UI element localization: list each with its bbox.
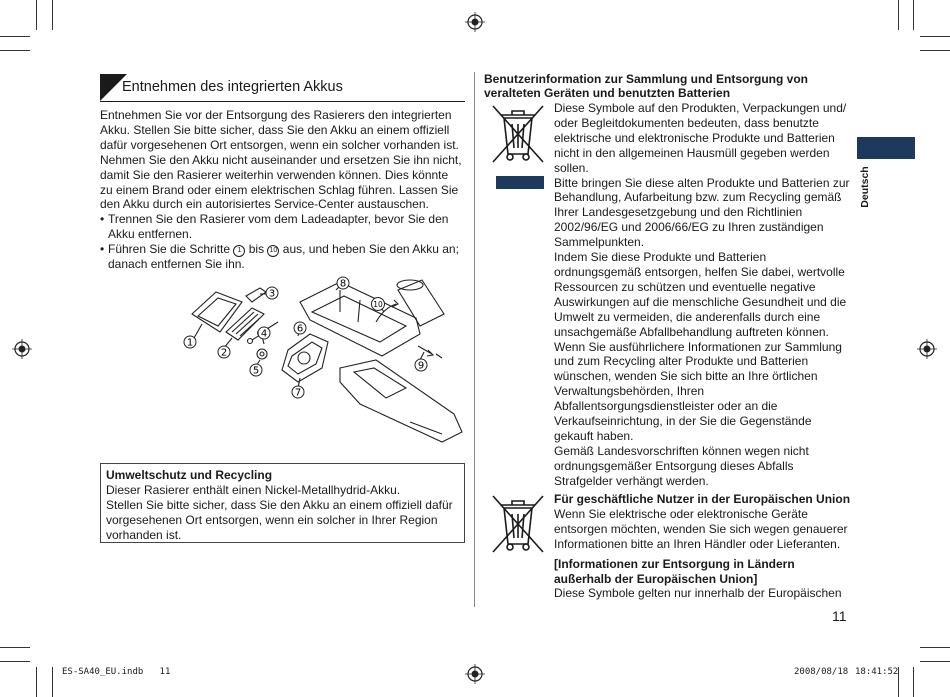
disposal-paragraph: Wenn Sie ausführlichere Informationen zur Sammlung und zum Recycling alter Produkte und Batterien wünschen, wenden Sie sich bitte an Ihre örtlichen Verwaltungsbehörden, Ihren Abfallentsorgungsdienstleister oder an die Verkaufseinrichtung, in der Sie die Gegenstände gekauft haben. [554, 339, 842, 443]
shaver-body [340, 360, 462, 442]
battery-paragraph: Entnehmen Sie vor der Entsorgung des Rasierers den integrierten Akku. Stellen Sie bitte sicher, dass Sie den Akku an einem offiziell dafür vorgesehenen Ort entsorgen, wenn ein solcher vorhanden ist. Nehmen Sie den Akku nicht auseinander und ersetzen Sie ihn nicht, damit Sie den Rasierer weiterhin verwenden können. Dies könnte zu einem Brand oder einem elektrischen Schlag führen. Lassen Sie den Akku durch ein autorisiertes Service-Center austauschen. [100, 108, 462, 212]
figure-label: 6 [296, 323, 304, 335]
crop-mark [52, 667, 53, 697]
eu-heading: Für geschäftliche Nutzer in der Europäischen Union [554, 492, 851, 506]
bullet-text: Trennen Sie den Rasierer vom dem Ladeadapter, bevor Sie den Akku entfernen. [108, 212, 449, 242]
section-title: Entnehmen des integrierten Akkus [122, 79, 343, 95]
language-label: Deutsch [859, 166, 871, 208]
registration-mark-icon [465, 12, 485, 32]
bullet2-start: Führen Sie die Schritte [108, 242, 231, 257]
bullet-dot: • [100, 212, 105, 227]
crop-mark [0, 661, 30, 662]
left-body [100, 108, 464, 272]
figure-label: 1 [186, 337, 194, 349]
registration-mark-icon [917, 339, 937, 359]
crop-mark [920, 50, 950, 51]
crop-mark [0, 36, 30, 37]
non-eu-heading: [Informationen zur Entsorgung in Ländern außerhalb der Europäischen Union] [554, 556, 795, 586]
page-number: 11 [832, 608, 847, 624]
eu-business-block [554, 492, 854, 601]
environment-line: Stellen Sie bitte sicher, dass Sie den Akku an einem offiziell dafür vorgesehenen Ort entsorgen, wenn ein solcher in Ihrer Region vorhanden ist. [106, 497, 453, 542]
disposal-text-block [554, 101, 854, 489]
crop-mark [52, 0, 53, 30]
bullet-item [100, 212, 464, 242]
slug-time: 18:41:52 [855, 667, 899, 677]
step-number: 1 [233, 245, 245, 257]
figure-label: 7 [294, 387, 302, 399]
disposal-heading: Benutzerinformation zur Sammlung und Entsorgung von veralteten Geräten und benutzten Batterien [484, 72, 808, 100]
eu-text: Wenn Sie elektrische oder elektronische Geräte entsorgen möchten, wenden Sie sich wegen genauerer Informationen bitte an Ihren Händler oder Lieferanten. [554, 506, 848, 551]
crop-mark [36, 0, 37, 30]
gear-part [257, 349, 267, 359]
figure-label: 5 [252, 365, 260, 377]
crop-mark [0, 647, 30, 648]
bullet-item [100, 242, 464, 272]
step-number: 10 [267, 245, 279, 257]
slug-file: ES-SA40_EU.indb 11 [62, 667, 171, 677]
crop-mark [0, 50, 30, 51]
section-title-bar [100, 74, 465, 102]
bullet2-mid: bis [248, 242, 265, 257]
environment-title: Umweltschutz und Recycling [106, 468, 273, 482]
figure-label: 9 [417, 360, 425, 372]
slug-date: 2008/08/18 [794, 667, 849, 677]
registration-mark-icon [465, 664, 485, 684]
registration-mark-icon [12, 339, 32, 359]
crop-mark [920, 36, 950, 37]
bullet-dot: • [100, 242, 105, 257]
non-eu-text: Diese Symbole gelten nur innerhalb der Europäischen [554, 586, 842, 601]
disposal-paragraph: Indem Sie diese Produkte und Batterien ordnungsgemäß entsorgen, helfen Sie dabei, wertvolle Ressourcen zu schützen und eventuelle negative Auswirkungen auf die menschliche Gesundheit und die Umwelt zu vermeiden, die anderenfalls durch eine unsachgemäße Abfallbehandlung auftreten können. [554, 250, 847, 339]
figure-label: 4 [260, 328, 268, 340]
disposal-paragraph: Bitte bringen Sie diese alten Produkte und Batterien zur Behandlung, Aufarbeitung bzw. zum Recycling gemäß Ihrer Landesgesetzgebung und den Richtlinien 2002/96/EG und 2006/66/EG zu Ihren zuständigen Sammelpunkten. [554, 175, 850, 250]
figure-label: 3 [268, 288, 276, 300]
bullet-text [108, 242, 464, 272]
crop-mark [36, 667, 37, 697]
clip-part [246, 288, 266, 302]
bullet2-end: aus, und heben Sie den Akku an; danach entfernen Sie ihn. [108, 242, 459, 272]
disposal-paragraph: Diese Symbole auf den Produkten, Verpackungen und/ oder Begleitdokumenten bedeuten, dass benutzte elektrische und elektronische Produkte und Batterien nicht in den allgemeinen Hausmüll gegeben werden sollen. [554, 101, 847, 175]
crop-mark [920, 661, 950, 662]
disposal-paragraph: Gemäß Landesvorschriften können wegen nicht ordnungsgemäßer Entsorgung dieses Abfalls Strafgelder verhängt werden. [554, 443, 809, 488]
figure-label: 8 [339, 278, 347, 290]
housing-frame [300, 282, 420, 356]
environment-line: Dieser Rasierer enthält einen Nickel-Metallhydrid-Akku. [106, 482, 401, 497]
crop-mark [913, 0, 914, 30]
figure-label: 2 [220, 347, 228, 359]
exploded-shaver-illustration [180, 272, 470, 457]
crossed-out-wheelie-bin-icon [490, 492, 546, 554]
crossed-out-wheelie-bin-icon [490, 102, 546, 164]
column-divider [474, 72, 475, 607]
crop-mark [898, 0, 899, 30]
symbol-bar [496, 176, 544, 189]
motor-assembly [282, 334, 328, 382]
figure-label: 10 [373, 300, 383, 309]
language-tab [857, 137, 915, 159]
crop-mark [920, 647, 950, 648]
battery-cell [398, 280, 444, 326]
crop-mark [913, 667, 914, 697]
environment-box [100, 463, 465, 543]
